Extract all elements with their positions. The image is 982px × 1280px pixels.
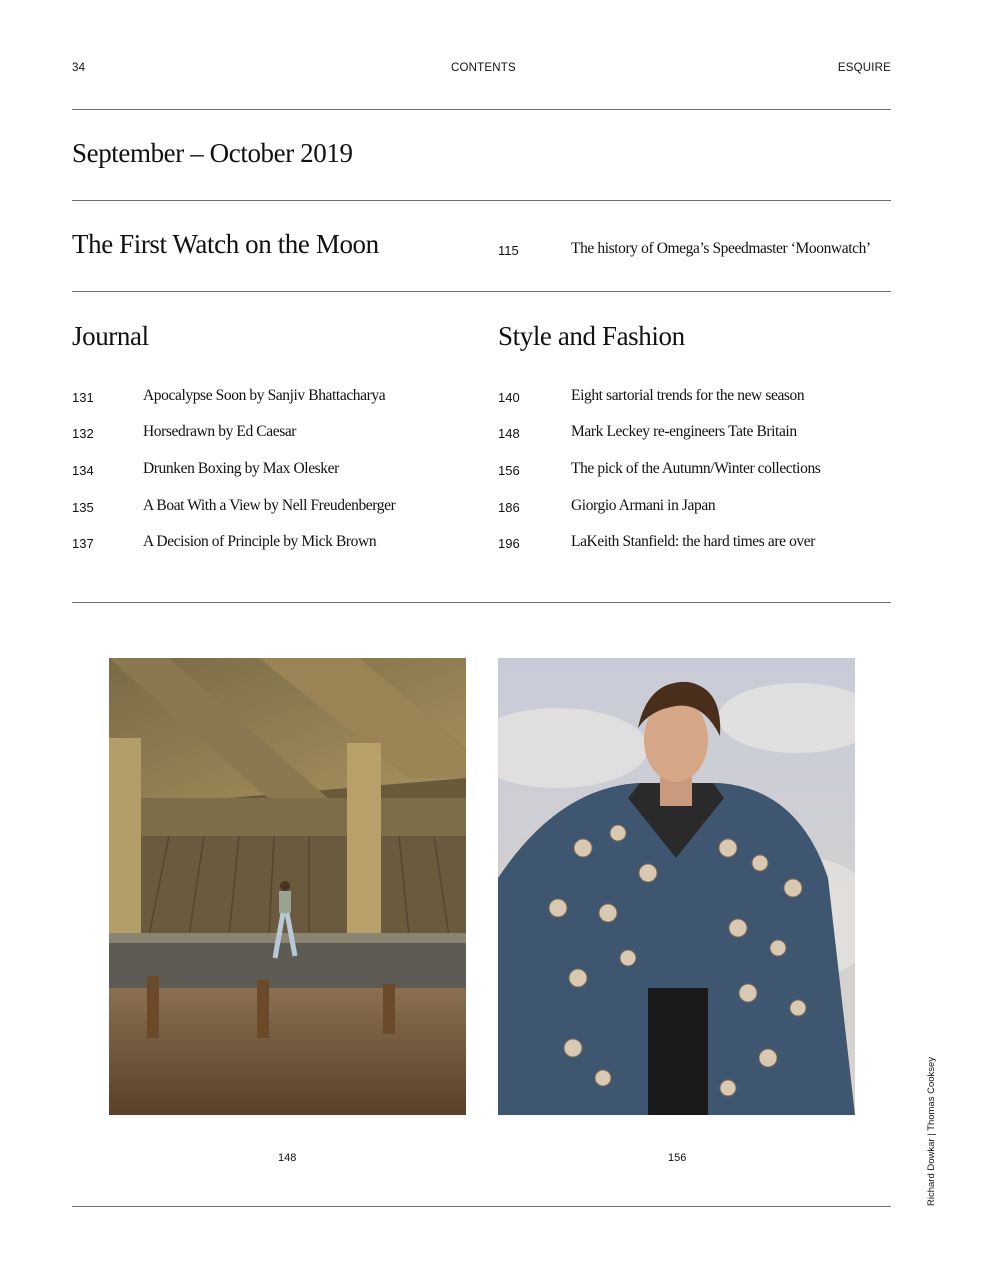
style-item-page: 156 (498, 463, 520, 478)
journal-item-page: 134 (72, 463, 94, 478)
style-fashion-heading: Style and Fashion (498, 321, 685, 351)
journal-heading: Journal (72, 321, 149, 351)
photo-denim-jacket[interactable] (498, 658, 855, 1115)
photo-caption: 148 (278, 1152, 297, 1164)
style-item-page: 140 (498, 390, 520, 405)
issue-date: September – October 2019 (72, 138, 353, 168)
journal-item-title[interactable]: A Boat With a View by Nell Freudenberger (143, 497, 396, 514)
divider-4 (72, 602, 891, 603)
journal-item-title[interactable]: Drunken Boxing by Max Olesker (143, 460, 339, 477)
divider-5 (72, 1206, 891, 1207)
journal-item-page: 131 (72, 390, 94, 405)
journal-item-title[interactable]: A Decision of Principle by Mick Brown (143, 533, 377, 550)
magazine-name: ESQUIRE (837, 62, 891, 74)
feature-page: 115 (498, 243, 519, 258)
journal-item-page: 135 (72, 500, 94, 515)
style-item-page: 196 (498, 536, 520, 551)
divider-2 (72, 200, 891, 201)
page-number: 34 (72, 62, 86, 74)
feature-title[interactable]: The First Watch on the Moon (72, 229, 379, 259)
section-label: CONTENTS (451, 62, 516, 74)
style-item-page: 148 (498, 426, 520, 441)
photo-caption: 156 (668, 1152, 687, 1164)
style-item-title[interactable]: Mark Leckey re-engineers Tate Britain (571, 423, 797, 440)
journal-item-title[interactable]: Apocalypse Soon by Sanjiv Bhattacharya (143, 387, 386, 404)
divider-3 (72, 291, 891, 292)
journal-item-title[interactable]: Horsedrawn by Ed Caesar (143, 423, 297, 440)
style-item-title[interactable]: LaKeith Stanfield: the hard times are over (571, 533, 816, 550)
photo-credit: Richard Dowkar | Thomas Cooksey (926, 1056, 937, 1206)
style-item-title[interactable]: Eight sartorial trends for the new season (571, 387, 805, 404)
style-item-title[interactable]: The pick of the Autumn/Winter collections (571, 460, 821, 477)
journal-item-page: 132 (72, 426, 94, 441)
feature-description[interactable]: The history of Omega’s Speedmaster ‘Moonwatch’ (571, 240, 871, 257)
photo-underpass[interactable] (109, 658, 466, 1115)
style-item-page: 186 (498, 500, 520, 515)
divider-1 (72, 109, 891, 110)
journal-item-page: 137 (72, 536, 94, 551)
style-item-title[interactable]: Giorgio Armani in Japan (571, 497, 716, 514)
